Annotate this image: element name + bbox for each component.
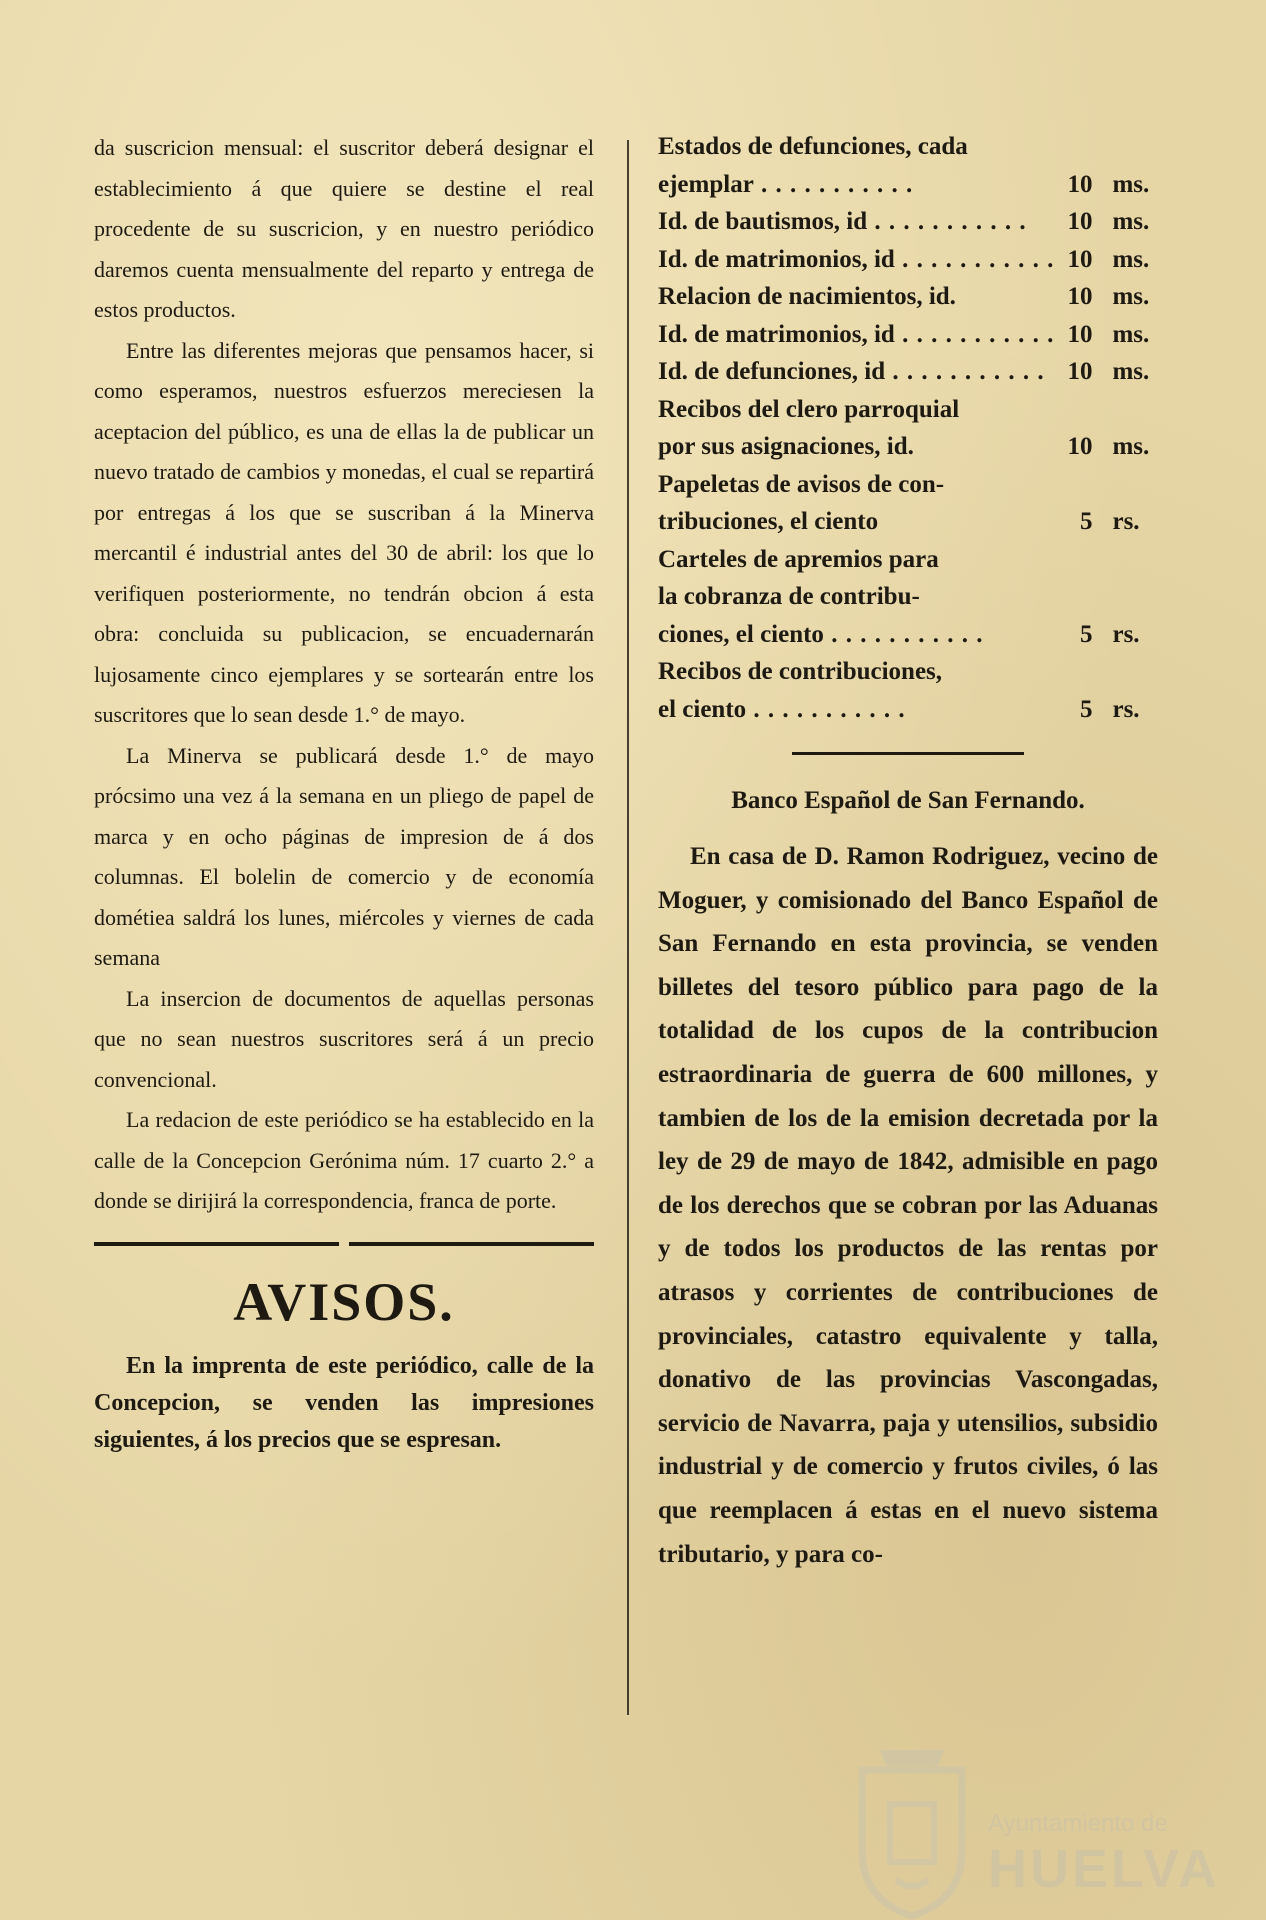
banco-paragraph: En casa de D. Ramon Rodriguez, vecino de Moguer, y comisionado del Banco Español de San Fernando en esta provincia, se venden billetes del tesoro público para pago de la totalidad de los cupos de la contribucion estraordinaria de guerra de 600 millones, y tambien de los de la emision decretada por la ley de 29 de mayo de 1842, admisible en pago de los derechos que se cobran por las Aduanas y de todos los productos de las rentas por atrasos y corrientes de contribuciones de provinciales, catastro equivalente y talla, donativo de las provincias Vascongadas, servicio de Navarra, paja y utensilios, subsidio industrial y de comercio y frutos civiles, ó las que reemplacen á estas en el nuevo sistema tributario, y para co-: [658, 843, 1158, 1568]
watermark-line2: HUELVA: [988, 1839, 1220, 1899]
price-row: la cobranza de contribu-: [658, 583, 920, 610]
price-row: ciones, el ciento . . . 5 rs.: [658, 616, 1158, 654]
double-rule: [94, 1242, 594, 1246]
banco-heading: Banco Español de San Fernando.: [731, 787, 1085, 814]
paragraph-publicacion: La Minerva se publicará desde 1.° de mayo prócsimo una vez á la semana en un pliego de papel de marca y en ocho páginas de impresion de á dos columnas. El bolelin de comercio y de economía dométiea saldrá los lunes, miércoles y viernes de cada semana: [94, 742, 594, 970]
price-row: Id. de bautismos, id . . . 10 ms.: [658, 203, 1158, 241]
paragraph-insercion: La insercion de documentos de aquellas personas que no sean nuestros suscritores será á un precio convencional.: [94, 985, 594, 1092]
price-row: ejemplar . . . 10 ms.: [658, 166, 1158, 204]
price-row: Recibos de contribuciones,: [658, 658, 943, 685]
price-row: Id. de defunciones, id . . . 10 ms.: [658, 353, 1158, 391]
price-row: Recibos del clero parroquial: [658, 395, 960, 423]
paragraph-mejoras: Entre las diferentes mejoras que pensamos hacer, si como esperamos, nuestros esfuerzos mereciesen la aceptacion del público, es una de ellas la de publicar un nuevo tratado de cambios y monedas, el cual se repartirá por entregas á los que se suscriban á la Minerva mercantil é industrial antes del 30 de abril: los que lo verifiquen posteriormente, no tendrán obcion á esta obra: concluida su publicacion, se encuadernarán lujosamente cinco ejemplares y se sortearán entre los suscritores que lo sean desde 1.° de mayo.: [94, 337, 594, 727]
shield-icon: [850, 1730, 974, 1920]
watermark-line1: Ayuntamiento de: [988, 1810, 1168, 1837]
price-row: el ciento . . . 5 rs.: [658, 691, 1158, 729]
section-rule: [792, 752, 1024, 755]
left-column: [94, 128, 594, 1459]
price-row: tribuciones, el ciento 5 rs.: [658, 508, 1140, 535]
right-column: [658, 128, 1158, 1576]
column-divider: [627, 140, 629, 1715]
price-row: Carteles de apremios para: [658, 545, 939, 573]
price-row: Papeletas de avisos de con-: [658, 470, 945, 498]
archive-watermark: [850, 1730, 1250, 1920]
paragraph-suscricion: da suscricion mensual: el suscritor deberá designar el establecimiento á que quiere se destine el real procedente de su suscricion, y en nuestro periódico daremos cuenta mensualmente del reparto y entrega de estos productos.: [94, 135, 594, 322]
price-list: [658, 128, 1158, 728]
price-row: por sus asignaciones, id. 10 ms.: [658, 433, 1150, 460]
price-row: Id. de matrimonios, id . . . 10 ms.: [658, 241, 1158, 279]
price-row: Estados de defunciones, cada: [658, 133, 968, 160]
price-row: Id. de matrimonios, id . . . 10 ms.: [658, 316, 1158, 354]
price-row: Relacion de nacimientos, id. 10 ms.: [658, 283, 1150, 310]
avisos-intro: En la imprenta de este periódico, calle de la Concepcion, se venden las impresiones siguientes, á los precios que se espresan.: [94, 1352, 594, 1453]
paragraph-redacion: La redacion de este periódico se ha establecido en la calle de la Concepcion Gerónima núm. 17 cuarto 2.° a donde se dirijirá la correspondencia, franca de porte.: [94, 1107, 594, 1213]
avisos-heading: AVISOS.: [233, 1271, 455, 1332]
